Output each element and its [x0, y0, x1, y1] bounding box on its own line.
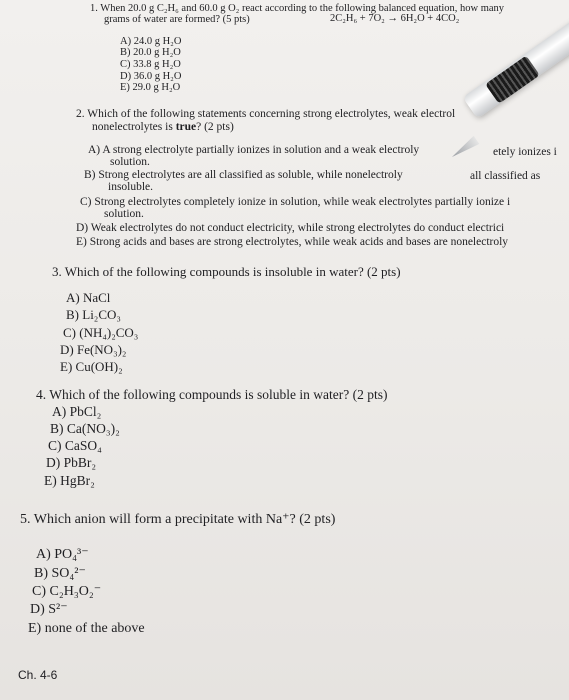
q3-prompt: 3. Which of the following compounds is insoluble in water? (2 pts) — [52, 264, 401, 279]
q4-option-d: D) PbBr₂ — [46, 455, 97, 470]
q2-option-b: B) Strong electrolytes are all classified as soluble, while nonelectroly — [84, 169, 403, 181]
q5-option-d: D) S²⁻ — [30, 602, 68, 617]
q2-option-e: E) Strong acids and bases are strong electrolytes, while weak acids and bases are nonelectroly — [76, 236, 509, 248]
chapter-label: Ch. 4-6 — [18, 668, 58, 682]
q5-option-b: B) SO₄²⁻ — [34, 566, 86, 581]
q4-option-a: A) PbCl₂ — [52, 404, 102, 419]
q1-option-c: C) 33.8 g H₂O — [120, 59, 181, 70]
q2-option-a-cont: solution. — [110, 156, 150, 168]
q3-option-d: D) Fe(NO₃)₂ — [60, 342, 127, 357]
q2-option-c: C) Strong electrolytes completely ionize in solution, while weak electrolytes partially ionize i — [80, 196, 511, 208]
q5-option-a: A) PO₄³⁻ — [36, 547, 89, 562]
q2-prompt-pre: nonelectrolytes is — [92, 121, 176, 133]
q3-option-e: E) Cu(OH)₂ — [60, 359, 123, 374]
q2-prompt-bold: true — [175, 121, 197, 133]
q2-prompt-post: ? (2 pts) — [196, 121, 234, 133]
q1-option-a: A) 24.0 g H₂O — [120, 36, 182, 47]
q5-option-e: E) none of the above — [28, 621, 145, 636]
q4-prompt: 4. Which of the following compounds is soluble in water? (2 pts) — [36, 387, 388, 402]
q3-option-b: B) Li₂CO₃ — [66, 307, 121, 322]
q1-option-d: D) 36.0 g H₂O — [120, 71, 182, 82]
q2-option-a-fragment: etely ionizes i — [493, 146, 557, 158]
q5-option-c: C) C₂H₃O₂⁻ — [32, 584, 102, 599]
q2-option-d: D) Weak electrolytes do not conduct electricity, while strong electrolytes do conduct electrici — [76, 222, 505, 234]
q2-option-b-fragment: all classified as — [470, 170, 541, 182]
q2-option-c-cont: solution. — [104, 208, 144, 220]
q3-option-c: C) (NH₄)₂CO₃ — [63, 325, 139, 340]
q1-equation: 2C₂H₆ + 7O₂ → 6H₂O + 4CO₂ — [330, 13, 460, 24]
q2-prompt-line2 — [92, 121, 234, 134]
q4-option-b: B) Ca(NO₃)₂ — [50, 421, 120, 436]
q1-prompt-line1: 1. When 20.0 g C₂H₆ and 60.0 g O₂ react according to the following balanced equation, how many — [90, 3, 505, 14]
q2-prompt-line1: 2. Which of the following statements concerning strong electrolytes, weak electrol — [76, 108, 456, 120]
q1-option-e: E) 29.0 g H₂O — [120, 82, 181, 93]
q5-prompt: 5. Which anion will form a precipitate with Na⁺? (2 pts) — [20, 512, 336, 527]
q1-prompt-line2: grams of water are formed? (5 pts) — [104, 14, 250, 25]
q3-option-a: A) NaCl — [66, 290, 111, 305]
q4-option-c: C) CaSO₄ — [48, 438, 102, 453]
q4-option-e: E) HgBr₂ — [44, 473, 95, 488]
pen-tip-image — [449, 136, 479, 161]
q2-option-b-cont: insoluble. — [108, 181, 154, 193]
q2-option-a: A) A strong electrolyte partially ionizes in solution and a weak electroly — [88, 144, 420, 156]
q1-option-b: B) 20.0 g H₂O — [120, 47, 181, 58]
